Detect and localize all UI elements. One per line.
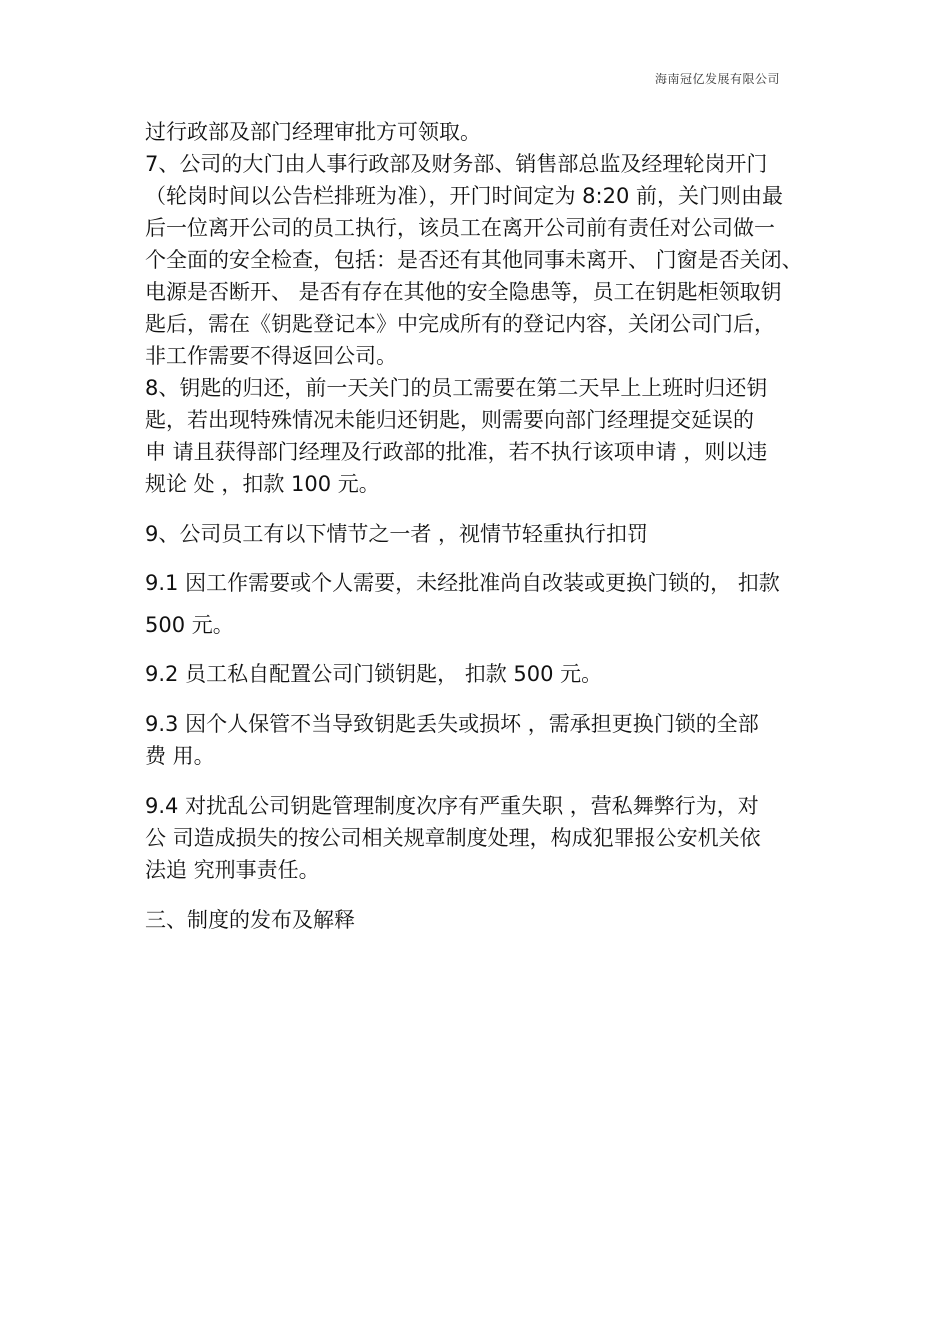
- section-heading-3: 三、制度的发布及解释: [145, 908, 355, 932]
- page-header-company: 海南冠亿发展有限公司: [654, 72, 780, 86]
- paragraph-item-8: 8、钥匙的归还，前一天关门的员工需要在第二天早上上班时归还钥 匙，若出现特殊情况未能归还钥匙，则需要向部门经理提交延误的 申 请且获得部门经理及行政部的批准，若不执行该项申请 ，则以违 规论 处 ，扣款 100 元。: [145, 376, 768, 496]
- paragraph-approval: 过行政部及部门经理审批方可领取。: [145, 120, 481, 144]
- document-body: [145, 116, 825, 936]
- paragraph-item-9-4: 9.4 对扰乱公司钥匙管理制度次序有严重失职 ，营私舞弊行为，对 公 司造成损失的按公司相关规章制度处理，构成犯罪报公安机关依 法追 究刑事责任。: [145, 794, 761, 882]
- paragraph-item-9-3: 9.3 因个人保管不当导致钥匙丢失或损坏 ，需承担更换门锁的全部 费 用。: [145, 712, 759, 768]
- paragraph-item-9: 9、公司员工有以下情节之一者 ，视情节轻重执行扣罚: [145, 522, 649, 546]
- paragraph-item-9-1: 9.1 因工作需要或个人需要，未经批准尚自改装或更换门锁的， 扣款 500 元。: [145, 571, 780, 637]
- paragraph-item-9-2: 9.2 员工私自配置公司门锁钥匙， 扣款 500 元。: [145, 662, 603, 686]
- paragraph-item-7: 7、公司的大门由人事行政部及财务部、销售部总监及经理轮岗开门 （轮岗时间以公告栏排班为准），开门时间定为 8:20 前，关门则由最 后一位离开公司的员工执行，该员工在离开公司前有责任对公司做一 个全面的安全检查，包括：是否还有其他同事未离开、 门窗是否关闭、 电源是否断开、 是否有存在其他的安全隐患等，员工在钥匙柜领取钥 匙后，需在《钥匙登记本》中完成所有的登记内容，关闭公司门后， 非工作需要不得返回公司。: [145, 152, 803, 368]
